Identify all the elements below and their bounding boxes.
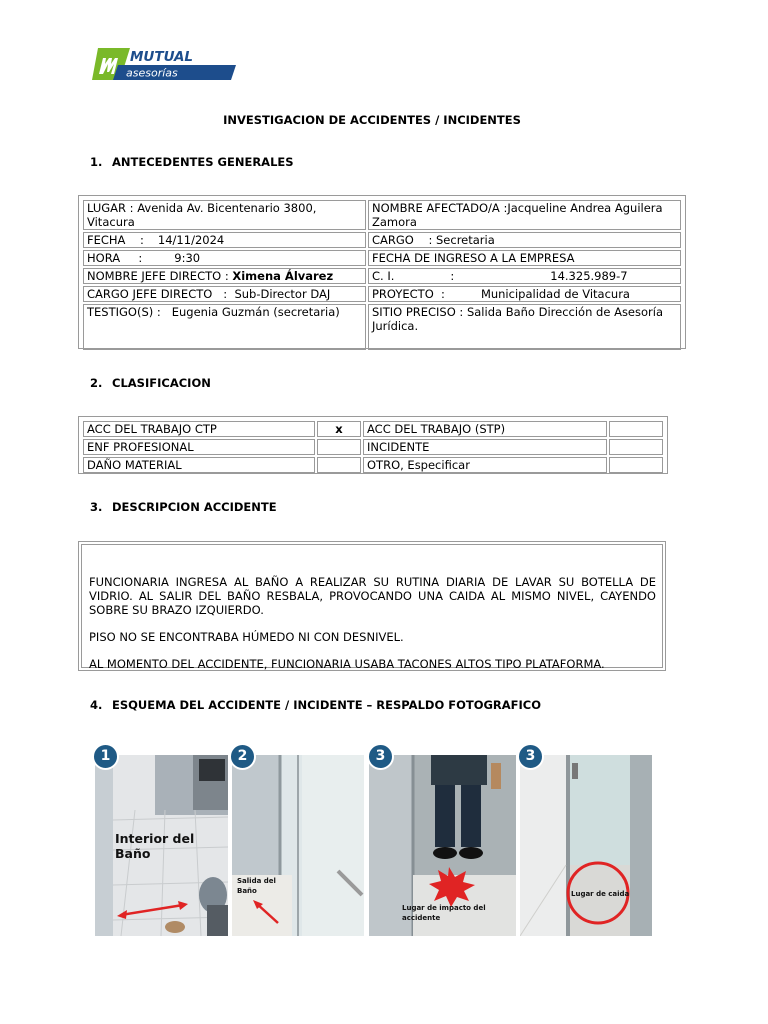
section-title: ANTECEDENTES GENERALES <box>112 155 294 169</box>
hora-value: 9:30 <box>174 251 201 265</box>
photo-lugar-impacto <box>369 755 516 936</box>
class-label: ACC DEL TRABAJO (STP) <box>363 421 607 437</box>
logo-sub: asesorías <box>126 66 178 80</box>
class-mark: x <box>317 421 361 437</box>
section-heading-3 <box>90 500 277 514</box>
photo-number-badge: 1 <box>92 743 119 770</box>
section-title: ESQUEMA DEL ACCIDENTE / INCIDENTE – RESPALDO FOTOGRAFICO <box>112 698 542 712</box>
photo-number-badge: 3 <box>367 743 394 770</box>
sitio-preciso-cell: SITIO PRECISO : Salida Baño Dirección de Asesoría Jurídica. <box>368 304 681 350</box>
caption-salida-line: Salida del <box>237 877 276 885</box>
hora-label: HORA : <box>87 251 143 265</box>
section-number: 2. <box>90 376 103 390</box>
caption-impacto-line: Lugar de impacto del <box>402 904 486 912</box>
fecha-label: FECHA : <box>87 233 144 247</box>
section-number: 4. <box>90 698 103 712</box>
nombre-afectado-cell: NOMBRE AFECTADO/A :Jacqueline Andrea Aguilera Zamora <box>368 200 681 230</box>
proyecto-value: Municipalidad de Vitacura <box>480 287 630 301</box>
fecha-cell <box>83 232 366 248</box>
ci-label: C. I. <box>372 269 395 283</box>
section-title: DESCRIPCION ACCIDENTE <box>112 500 277 514</box>
section-number: 3. <box>90 500 103 514</box>
section-number: 1. <box>90 155 103 169</box>
cargo-cell: CARGO : Secretaria <box>368 232 681 248</box>
class-mark <box>317 457 361 473</box>
section-heading-4 <box>90 698 541 712</box>
section-title: CLASIFICACION <box>112 376 211 390</box>
class-mark <box>317 439 361 455</box>
table-row <box>83 457 663 473</box>
table-row <box>83 439 663 455</box>
class-mark <box>609 439 663 455</box>
hora-cell <box>83 250 366 266</box>
proyecto-cell <box>368 286 681 302</box>
description-paragraph: FUNCIONARIA INGRESA AL BAÑO A REALIZAR SU RUTINA DIARIA DE LAVAR SU BOTELLA DE VIDRIO. AL SALIR DEL BAÑO RESBALA, PROVOCANDO UNA CAIDA AL MISMO NIVEL, CAYENDO SOBRE SU BRAZO IZQUIERDO. <box>89 575 656 617</box>
photo-number-badge: 2 <box>229 743 256 770</box>
caption-impacto-line: accidente <box>402 914 441 922</box>
class-label: ACC DEL TRABAJO CTP <box>83 421 315 437</box>
jefe-label: NOMBRE JEFE DIRECTO : <box>87 269 229 283</box>
ci-colon: : <box>450 269 455 283</box>
class-label: DAÑO MATERIAL <box>83 457 315 473</box>
class-label: ENF PROFESIONAL <box>83 439 315 455</box>
testigos-cell: TESTIGO(S) : Eugenia Guzmán (secretaria) <box>83 304 366 350</box>
description-paragraph: AL MOMENTO DEL ACCIDENTE, FUNCIONARIA USABA TACONES ALTOS TIPO PLATAFORMA. <box>89 657 605 671</box>
jefe-directo-cell <box>83 268 366 284</box>
caption-impacto <box>402 903 486 923</box>
ci-value: 14.325.989-7 <box>550 269 628 283</box>
mutual-logo <box>90 46 238 82</box>
caption-salida <box>237 876 276 896</box>
logo-brand: MUTUAL <box>130 49 194 65</box>
caption-interior: Interior del Baño <box>115 831 195 861</box>
class-mark <box>609 421 663 437</box>
class-label: INCIDENTE <box>363 439 607 455</box>
section-heading-2 <box>90 376 211 390</box>
caption-salida-line: Baño <box>237 887 257 895</box>
jefe-value: Ximena Álvarez <box>232 269 334 283</box>
proyecto-label: PROYECTO : <box>372 287 445 301</box>
lugar-cell: LUGAR : Avenida Av. Bicentenario 3800, Vitacura <box>83 200 366 230</box>
class-label: OTRO, Especificar <box>363 457 607 473</box>
caption-caida: Lugar de caida <box>571 890 630 898</box>
classification-table <box>78 416 668 474</box>
photo-salida-bano <box>232 755 364 936</box>
general-info-table <box>78 195 686 349</box>
photo-number-badge: 3 <box>517 743 544 770</box>
section-heading-1 <box>90 155 294 169</box>
ci-cell <box>368 268 681 284</box>
cargo-jefe-cell: CARGO JEFE DIRECTO : Sub-Director DAJ <box>83 286 366 302</box>
table-row <box>83 421 663 437</box>
description-box <box>78 541 666 671</box>
fecha-value: 14/11/2024 <box>157 233 225 247</box>
description-paragraph: PISO NO SE ENCONTRABA HÚMEDO NI CON DESNIVEL. <box>89 630 404 644</box>
document-title: INVESTIGACION DE ACCIDENTES / INCIDENTES <box>223 113 521 127</box>
class-mark <box>609 457 663 473</box>
fecha-ingreso-cell: FECHA DE INGRESO A LA EMPRESA <box>368 250 681 266</box>
photo-lugar-caida <box>520 755 652 936</box>
mutual-logo-graphic <box>90 46 238 82</box>
photo-interior-bano <box>95 755 228 936</box>
